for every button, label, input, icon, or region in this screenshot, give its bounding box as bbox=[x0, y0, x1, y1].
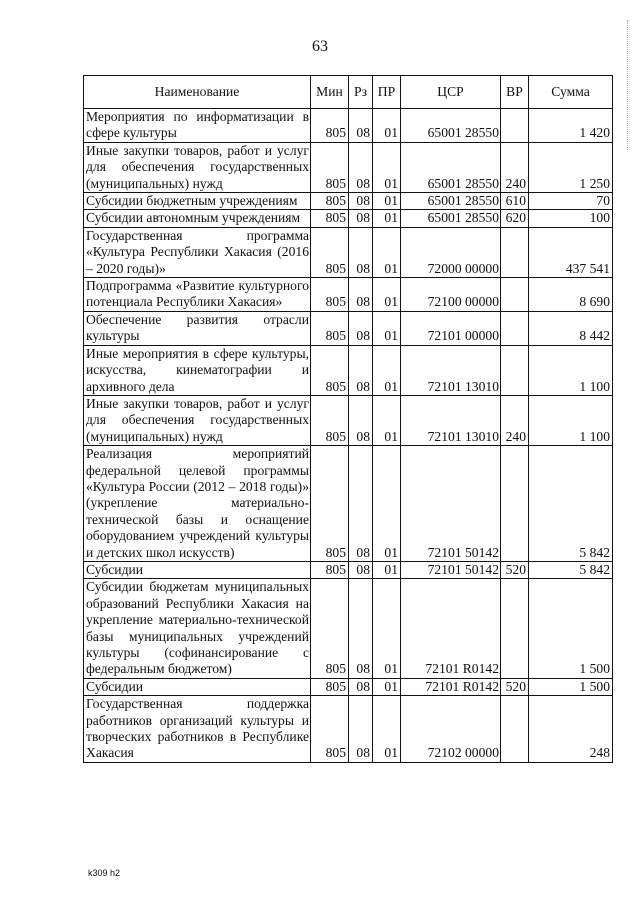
cell-pr: 01 bbox=[373, 109, 401, 143]
cell-sum: 1 100 bbox=[529, 345, 613, 395]
budget-table bbox=[83, 75, 613, 763]
table-row bbox=[84, 193, 613, 210]
cell-vr bbox=[501, 579, 529, 678]
cell-csr: 72101 13010 bbox=[401, 345, 501, 395]
cell-pr: 01 bbox=[373, 579, 401, 678]
cell-name: Субсидии bbox=[84, 561, 311, 578]
cell-rz: 08 bbox=[349, 395, 373, 445]
cell-csr: 65001 28550 bbox=[401, 210, 501, 227]
cell-name: Государственная поддержка работников организаций культуры и творческих работников в Республике Хакасия bbox=[84, 696, 311, 763]
table-row bbox=[84, 678, 613, 695]
cell-sum: 100 bbox=[529, 210, 613, 227]
cell-min: 805 bbox=[311, 579, 349, 678]
cell-vr: 620 bbox=[501, 210, 529, 227]
table-header-row bbox=[84, 76, 613, 109]
header-vr: ВР bbox=[501, 76, 529, 109]
cell-name: Иные закупки товаров, работ и услуг для обеспечения государственных (муниципальных) нужд bbox=[84, 142, 311, 192]
cell-rz: 08 bbox=[349, 446, 373, 562]
cell-pr: 01 bbox=[373, 278, 401, 312]
cell-rz: 08 bbox=[349, 561, 373, 578]
cell-vr bbox=[501, 696, 529, 763]
footer-code: k309 h2 bbox=[88, 868, 121, 878]
cell-name: Иные мероприятия в сфере культуры, искусства, кинематографии и архивного дела bbox=[84, 345, 311, 395]
cell-rz: 08 bbox=[349, 142, 373, 192]
cell-vr bbox=[501, 311, 529, 345]
cell-csr: 72101 13010 bbox=[401, 395, 501, 445]
cell-min: 805 bbox=[311, 561, 349, 578]
cell-sum: 5 842 bbox=[529, 446, 613, 562]
cell-csr: 72101 50142 bbox=[401, 446, 501, 562]
cell-pr: 01 bbox=[373, 227, 401, 277]
cell-sum: 8 690 bbox=[529, 278, 613, 312]
cell-name: Мероприятия по информатизации в сфере культуры bbox=[84, 109, 311, 143]
header-min: Мин bbox=[311, 76, 349, 109]
cell-name: Субсидии бюджетам муниципальных образований Республики Хакасия на укрепление материально-технической базы муниципальных учреждений культуры (софинансирование с федеральным бюджетом) bbox=[84, 579, 311, 678]
page-number: 63 bbox=[312, 38, 328, 55]
cell-name: Реализация мероприятий федеральной целевой программы «Культура России (2012 – 2018 годы)» (укрепление материально-технической базы и оснащение оборудованием учреждений культуры и детских школ искусств) bbox=[84, 446, 311, 562]
cell-pr: 01 bbox=[373, 311, 401, 345]
cell-vr bbox=[501, 227, 529, 277]
header-sum: Сумма bbox=[529, 76, 613, 109]
cell-rz: 08 bbox=[349, 678, 373, 695]
cell-sum: 437 541 bbox=[529, 227, 613, 277]
cell-min: 805 bbox=[311, 696, 349, 763]
cell-name: Субсидии бюджетным учреждениям bbox=[84, 193, 311, 210]
header-name: Наименование bbox=[84, 76, 311, 109]
header-csr: ЦСР bbox=[401, 76, 501, 109]
cell-vr: 610 bbox=[501, 193, 529, 210]
cell-rz: 08 bbox=[349, 210, 373, 227]
cell-csr: 72000 00000 bbox=[401, 227, 501, 277]
cell-min: 805 bbox=[311, 109, 349, 143]
cell-csr: 72100 00000 bbox=[401, 278, 501, 312]
cell-vr: 520 bbox=[501, 561, 529, 578]
cell-rz: 08 bbox=[349, 311, 373, 345]
cell-rz: 08 bbox=[349, 227, 373, 277]
cell-vr bbox=[501, 446, 529, 562]
cell-vr bbox=[501, 345, 529, 395]
table-row bbox=[84, 579, 613, 678]
table-row bbox=[84, 109, 613, 143]
cell-csr: 72101 00000 bbox=[401, 311, 501, 345]
cell-rz: 08 bbox=[349, 278, 373, 312]
cell-pr: 01 bbox=[373, 395, 401, 445]
cell-sum: 1 500 bbox=[529, 579, 613, 678]
cell-name: Подпрограмма «Развитие культурного потенциала Республики Хакасия» bbox=[84, 278, 311, 312]
table-row bbox=[84, 227, 613, 277]
cell-min: 805 bbox=[311, 345, 349, 395]
cell-rz: 08 bbox=[349, 345, 373, 395]
cell-vr bbox=[501, 109, 529, 143]
cell-pr: 01 bbox=[373, 193, 401, 210]
table-row bbox=[84, 210, 613, 227]
cell-pr: 01 bbox=[373, 561, 401, 578]
cell-min: 805 bbox=[311, 446, 349, 562]
cell-min: 805 bbox=[311, 210, 349, 227]
cell-csr: 65001 28550 bbox=[401, 193, 501, 210]
table-row bbox=[84, 311, 613, 345]
cell-pr: 01 bbox=[373, 345, 401, 395]
cell-min: 805 bbox=[311, 278, 349, 312]
table-row bbox=[84, 142, 613, 192]
cell-csr: 72101 R0142 bbox=[401, 579, 501, 678]
cell-sum: 248 bbox=[529, 696, 613, 763]
cell-rz: 08 bbox=[349, 696, 373, 763]
cell-rz: 08 bbox=[349, 193, 373, 210]
header-pr: ПР bbox=[373, 76, 401, 109]
cell-pr: 01 bbox=[373, 142, 401, 192]
cell-name: Субсидии автономным учреждениям bbox=[84, 210, 311, 227]
table-row bbox=[84, 345, 613, 395]
cell-sum: 1 250 bbox=[529, 142, 613, 192]
cell-min: 805 bbox=[311, 227, 349, 277]
cell-sum: 1 420 bbox=[529, 109, 613, 143]
cell-vr: 240 bbox=[501, 142, 529, 192]
cell-csr: 72101 R0142 bbox=[401, 678, 501, 695]
cell-sum: 8 442 bbox=[529, 311, 613, 345]
cell-pr: 01 bbox=[373, 446, 401, 562]
header-rz: Рз bbox=[349, 76, 373, 109]
cell-vr: 240 bbox=[501, 395, 529, 445]
cell-min: 805 bbox=[311, 193, 349, 210]
cell-sum: 70 bbox=[529, 193, 613, 210]
table-row bbox=[84, 278, 613, 312]
table-row bbox=[84, 561, 613, 578]
cell-csr: 65001 28550 bbox=[401, 142, 501, 192]
cell-min: 805 bbox=[311, 142, 349, 192]
cell-vr bbox=[501, 278, 529, 312]
cell-pr: 01 bbox=[373, 696, 401, 763]
cell-pr: 01 bbox=[373, 210, 401, 227]
cell-name: Государственная программа «Культура Республики Хакасия (2016 – 2020 годы)» bbox=[84, 227, 311, 277]
cell-min: 805 bbox=[311, 395, 349, 445]
table-row bbox=[84, 446, 613, 562]
cell-csr: 72102 00000 bbox=[401, 696, 501, 763]
cell-sum: 5 842 bbox=[529, 561, 613, 578]
cell-sum: 1 500 bbox=[529, 678, 613, 695]
cell-csr: 65001 28550 bbox=[401, 109, 501, 143]
cell-rz: 08 bbox=[349, 109, 373, 143]
cell-vr: 520 bbox=[501, 678, 529, 695]
table-row bbox=[84, 696, 613, 763]
cell-sum: 1 100 bbox=[529, 395, 613, 445]
cell-min: 805 bbox=[311, 678, 349, 695]
cell-csr: 72101 50142 bbox=[401, 561, 501, 578]
cell-name: Обеспечение развития отрасли культуры bbox=[84, 311, 311, 345]
cell-pr: 01 bbox=[373, 678, 401, 695]
cell-name: Иные закупки товаров, работ и услуг для обеспечения государственных (муниципальных) нужд bbox=[84, 395, 311, 445]
table-row bbox=[84, 395, 613, 445]
cell-min: 805 bbox=[311, 311, 349, 345]
cell-rz: 08 bbox=[349, 579, 373, 678]
cell-name: Субсидии bbox=[84, 678, 311, 695]
